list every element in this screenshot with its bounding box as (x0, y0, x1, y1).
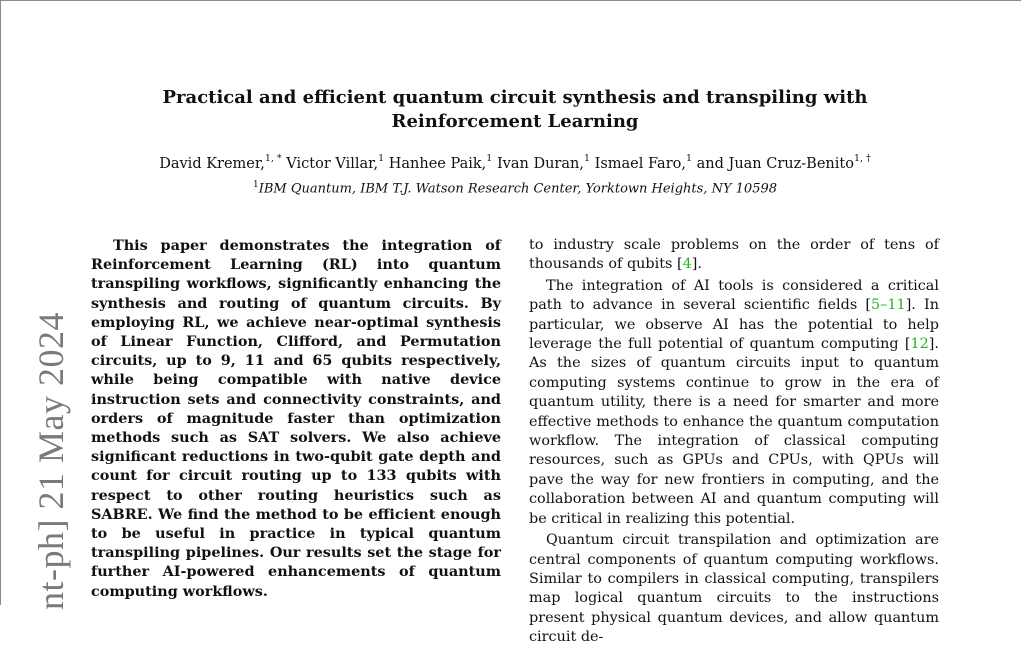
abstract: This paper demonstrates the integration of Reinforcement Learning (RL) into quantum transpiling workflows, significantly enhancing the synthesis and routing of quantum circuits. By employing RL, we achieve near-optimal synthesis of Linear Function, Clifford, and Permutation circuits, up to 9, 11 and 65 qubits respectively, while being compatible with native device instruction sets and connectivity constraints, and orders of magnitude faster than optimization methods such as SAT solvers. We also achieve significant reductions in two-qubit gate depth and count for circuit routing up to 133 qubits with respect to other routing heuristics such as SABRE. We find the method to be efficient enough to be useful in practice in typical quantum transpiling pipelines. Our results set the stage for further AI-powered enhancements of quantum computing workflows. (91, 237, 501, 600)
page-left-border (0, 0, 1, 605)
body-right-column (529, 236, 939, 650)
body-paragraph: Quantum circuit transpilation and optimization are central components of quantum computing workflows. Similar to compilers in classical computing, transpilers map logical quantum circuits to the instructions present physical quantum devices, and allow quantum circuit de- (529, 532, 939, 646)
affiliation-mark: 1 (252, 180, 259, 190)
affiliation-text: IBM Quantum, IBM T.J. Watson Research Center, Yorktown Heights, NY 10598 (258, 181, 778, 197)
author-name: and Juan Cruz-Benito (696, 155, 854, 172)
author-affil-mark: 1 (486, 153, 493, 164)
body-text: The integration of AI tools is considered a critical path to advance in several scientific fields [ (529, 277, 939, 314)
author-affil-mark: 1, † (853, 153, 871, 164)
body-text: ]. As the sizes of quantum circuits input to quantum computing systems continue to grow in the era of quantum utility, there is a need for smarter and more effective methods to enhance the quantum computation workflow. The integration of classical computing resources, such as GPUs and CPUs, with QPUs will pave the way for new frontiers in computing, and the collaboration between AI and quantum computing will be critical in realizing this potential. (529, 336, 939, 527)
page-top-border (0, 0, 1021, 1)
affiliation (80, 176, 950, 198)
author-list (80, 150, 950, 174)
author-name: Victor Villar, (286, 155, 379, 172)
body-text: ]. In particular, we observe AI has the potential to help leverage the full potential of quantum computing [ (529, 297, 939, 353)
author-name: Ismael Faro, (594, 155, 686, 172)
body-text: ]. (691, 256, 702, 273)
body-paragraph (529, 236, 939, 275)
author-affil-mark: 1, * (264, 153, 282, 164)
author-affil-mark: 1 (583, 153, 590, 164)
author-name: David Kremer, (159, 155, 265, 172)
paper-title: Practical and efficient quantum circuit synthesis and transpiling with Reinforcement Learning (162, 87, 868, 132)
author-affil-mark: 1 (685, 153, 693, 164)
citation-link[interactable]: 12 (910, 336, 929, 353)
citation-link[interactable]: 4 (682, 256, 692, 273)
author-affil-mark: 1 (378, 153, 385, 164)
author-name: Ivan Duran, (496, 155, 584, 172)
body-text: to industry scale problems on the order of tens of thousands of qubits [ (529, 237, 939, 273)
arxiv-stamp: nt-ph] 21 May 2024 (31, 312, 71, 610)
author-name: Hanhee Paik, (388, 155, 487, 172)
body-paragraph (529, 277, 939, 529)
citation-link[interactable]: 5–11 (871, 297, 906, 314)
